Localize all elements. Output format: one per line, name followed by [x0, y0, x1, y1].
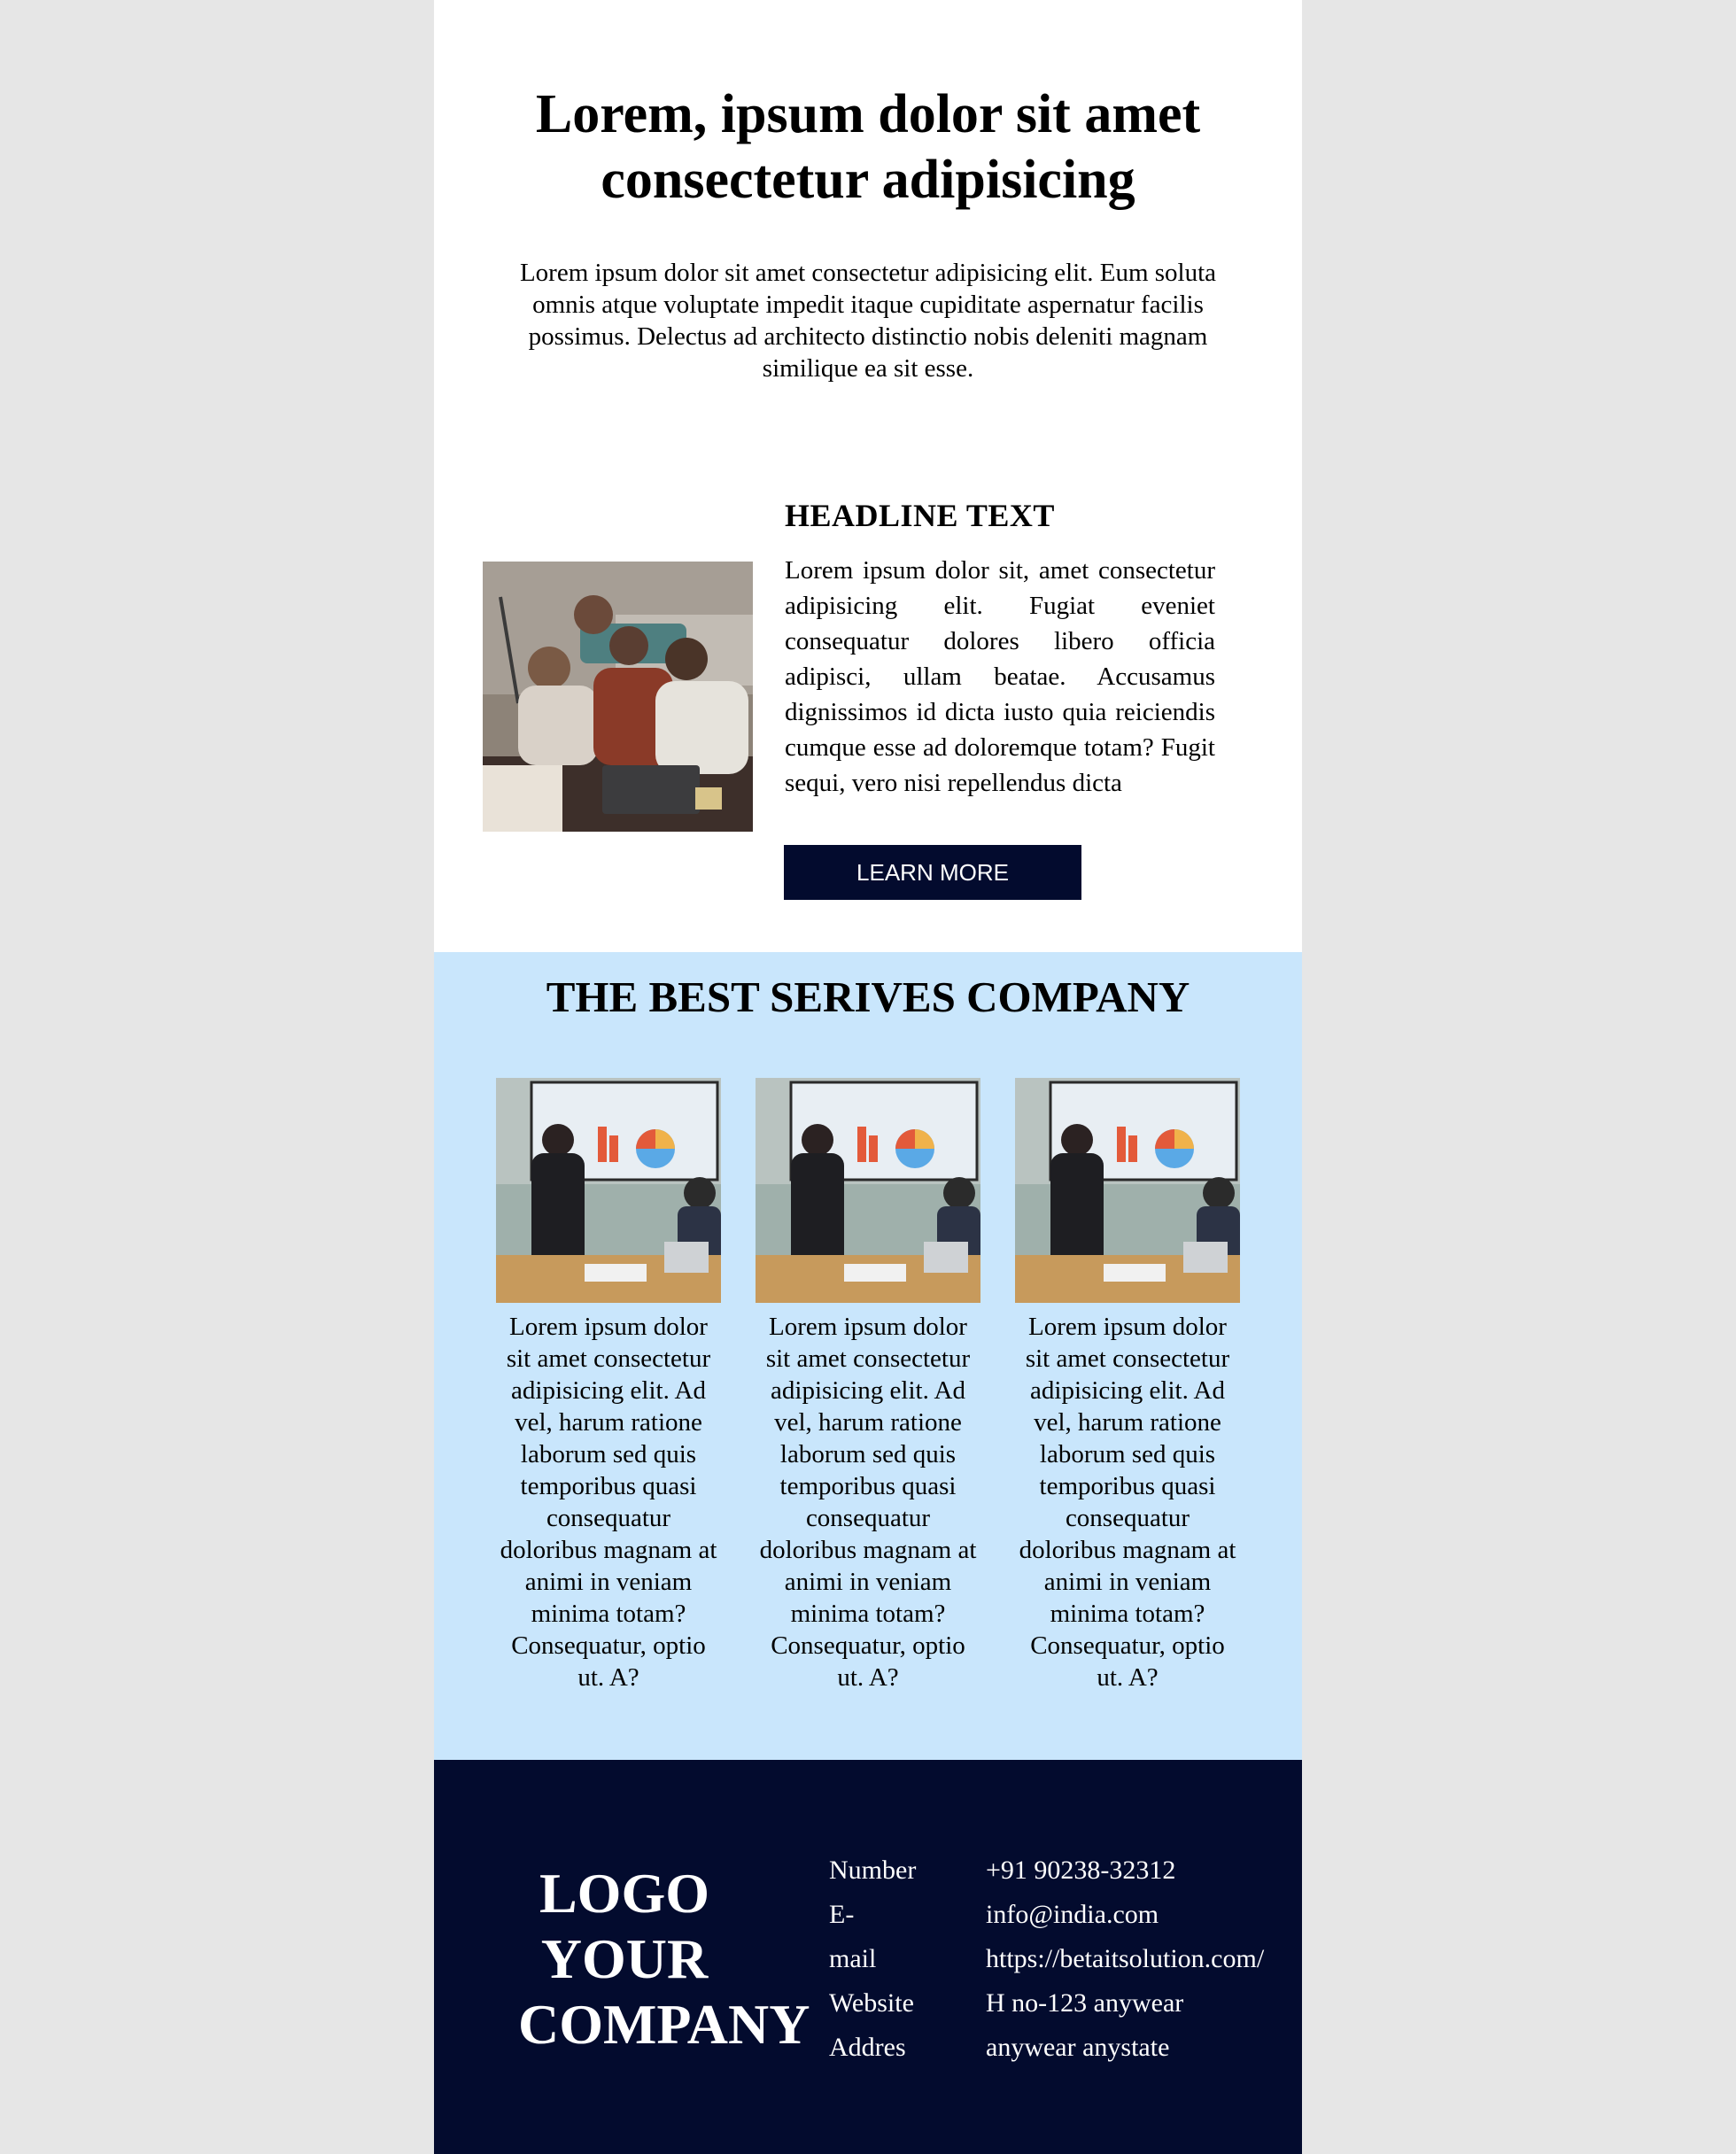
services-section [434, 952, 1302, 1760]
service-card [756, 1078, 980, 1693]
contact-values [986, 1848, 1302, 2070]
phone-value[interactable]: +91 90238-32312 [986, 1856, 1176, 1885]
email-value[interactable]: info@india.com [986, 1900, 1159, 1929]
logo-line: COMPANY [518, 1993, 810, 2056]
address-value: H no-123 anywear [986, 1988, 1184, 2018]
intro-title: Lorem, ipsum dolor sit amet consectetur adipisicing [535, 84, 1201, 210]
logo-line: YOUR [540, 1927, 709, 1990]
website-link[interactable]: https://betaitsolution.com/ [986, 1944, 1265, 1973]
presentation-photo [496, 1078, 721, 1303]
services-title: THE BEST SERIVES COMPANY [546, 972, 1190, 1021]
intro-text: Lorem ipsum dolor sit amet consectetur adipisicing elit. Eum soluta omnis atque voluptate impedit itaque cupiditate aspernatur facilis possimus. Delectus ad architecto distinctio nobis deleniti magnam similique ea sit esse. [519, 259, 1217, 383]
intro-section [434, 0, 1302, 407]
feature-text: Lorem ipsum dolor sit, amet consectetur adipisicing elit. Fugiat eveniet consequatur dolores libero officia adipisci, ullam beatae. Accusamus dignissimos id dicta iusto quia reiciendis cumque esse ad doloremque totam? Fugit sequi, vero nisi repellendus dicta [785, 556, 1215, 797]
team-photo [483, 562, 753, 832]
service-text: Lorem ipsum dolor sit amet consectetur adipisicing elit. Ad vel, harum ratione laborum sed quis temporibus quasi consequatur doloribus magnam at animi in veniam minima totam? Consequatur, optio ut. A? [1019, 1313, 1236, 1692]
label-email: E- [829, 1900, 855, 1929]
service-text: Lorem ipsum dolor sit amet consectetur adipisicing elit. Ad vel, harum ratione laborum sed quis temporibus quasi consequatur doloribus magnam at animi in veniam minima totam? Consequatur, optio ut. A? [759, 1313, 977, 1692]
label-email: mail [829, 1944, 877, 1973]
service-text: Lorem ipsum dolor sit amet consectetur adipisicing elit. Ad vel, harum ratione laborum sed quis temporibus quasi consequatur doloribus magnam at animi in veniam minima totam? Consequatur, optio ut. A? [500, 1313, 717, 1692]
footer [434, 1760, 1302, 2154]
service-card [496, 1078, 721, 1693]
label-number: Number [829, 1856, 917, 1885]
logo-line: LOGO [539, 1862, 710, 1925]
service-card [1015, 1078, 1240, 1693]
presentation-photo [1015, 1078, 1240, 1303]
email-container [434, 0, 1302, 2154]
company-logo [518, 1861, 810, 2057]
feature-section [434, 407, 1302, 952]
presentation-photo [756, 1078, 980, 1303]
label-website: Website [829, 1988, 914, 2018]
label-address: Addres [829, 2033, 906, 2062]
learn-more-button[interactable]: LEARN MORE [784, 845, 1081, 900]
feature-headline: HEADLINE TEXT [785, 498, 1055, 533]
address-value: anywear anystate [986, 2033, 1170, 2062]
contact-labels [829, 1848, 935, 2070]
